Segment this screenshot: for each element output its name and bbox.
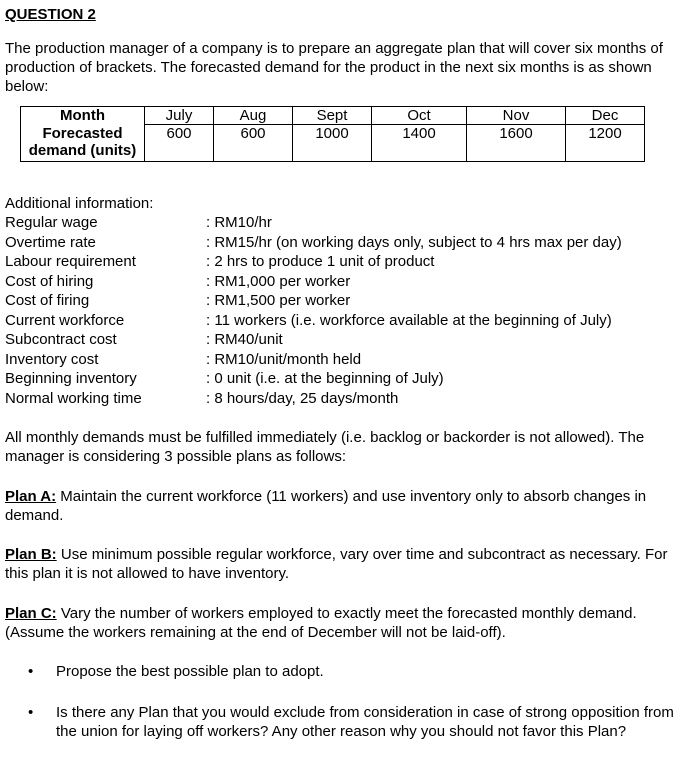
plan-a-text: Maintain the current workforce (11 workers) and use inventory only to absorb changes in demand. xyxy=(5,488,647,524)
info-value: : RM40/unit xyxy=(206,331,283,348)
info-label: Subcontract cost xyxy=(5,331,117,348)
info-label: Inventory cost xyxy=(5,351,99,368)
info-value: : 0 unit (i.e. at the beginning of July) xyxy=(206,370,444,387)
plan-c-heading: Plan C: xyxy=(5,605,57,622)
info-value: : RM10/unit/month held xyxy=(206,351,362,368)
month-header: Month xyxy=(21,107,145,125)
demand-cell: 1600 xyxy=(467,125,566,162)
month-cell: Dec xyxy=(566,107,645,125)
plan-a xyxy=(5,487,675,525)
plan-b-text: Use minimum possible regular workforce, vary over time and subcontract as necessary. For this plan it is not allowed to have inventory. xyxy=(5,546,668,582)
table-row xyxy=(21,125,645,162)
month-cell: Oct xyxy=(372,107,467,125)
info-value: : 2 hrs to produce 1 unit of product xyxy=(206,253,435,270)
plan-a-heading: Plan A: xyxy=(5,488,57,505)
demand-cell: 600 xyxy=(145,125,214,162)
note-paragraph: All monthly demands must be fulfilled immediately (i.e. backlog or backorder is not allowed). The manager is considering 3 possible plans as follows: xyxy=(5,429,645,465)
info-label: Normal working time xyxy=(5,390,142,407)
month-cell: Sept xyxy=(293,107,372,125)
month-cell: Aug xyxy=(214,107,293,125)
info-value: : RM1,500 per worker xyxy=(206,292,351,309)
month-cell: Nov xyxy=(467,107,566,125)
forecast-row-label: Forecasted demand (units) xyxy=(21,125,145,162)
info-value: : RM10/hr xyxy=(206,214,272,231)
info-label: Regular wage xyxy=(5,214,98,231)
intro-paragraph: The production manager of a company is to prepare an aggregate plan that will cover six months of production of brackets. The forecasted demand for the product in the next six months is as shown below: xyxy=(5,40,663,95)
question-title: QUESTION 2 xyxy=(5,6,96,23)
info-label: Beginning inventory xyxy=(5,370,137,387)
demand-cell: 1400 xyxy=(372,125,467,162)
info-label: Cost of firing xyxy=(5,292,90,309)
plan-b xyxy=(5,545,675,583)
plan-c-text: Vary the number of workers employed to exactly meet the forecasted monthly demand. (Assume the workers remaining at the end of December will not be laid-off). xyxy=(5,605,637,641)
demand-table xyxy=(20,106,645,162)
demand-cell: 600 xyxy=(214,125,293,162)
plan-b-heading: Plan B: xyxy=(5,546,57,563)
bullet-icon: • xyxy=(28,663,34,680)
demand-cell: 1200 xyxy=(566,125,645,162)
table-row xyxy=(21,107,645,125)
bullet-icon: • xyxy=(28,704,34,721)
bullet-item: Is there any Plan that you would exclude from consideration in case of strong opposition from the union for laying off workers? Any other reason why you should not favor this Plan? xyxy=(56,704,674,740)
additional-info-heading: Additional information: xyxy=(5,195,154,212)
info-value: : 8 hours/day, 25 days/month xyxy=(206,390,399,407)
info-label: Cost of hiring xyxy=(5,273,94,290)
month-cell: July xyxy=(145,107,214,125)
demand-cell: 1000 xyxy=(293,125,372,162)
info-label: Current workforce xyxy=(5,312,125,329)
plan-c xyxy=(5,604,675,642)
bullet-item: Propose the best possible plan to adopt. xyxy=(56,663,324,680)
info-label: Overtime rate xyxy=(5,234,96,251)
info-value: : RM1,000 per worker xyxy=(206,273,351,290)
info-value: : 11 workers (i.e. workforce available at the beginning of July) xyxy=(206,312,612,329)
info-label: Labour requirement xyxy=(5,253,136,270)
info-value: : RM15/hr (on working days only, subject to 4 hrs max per day) xyxy=(206,234,622,251)
